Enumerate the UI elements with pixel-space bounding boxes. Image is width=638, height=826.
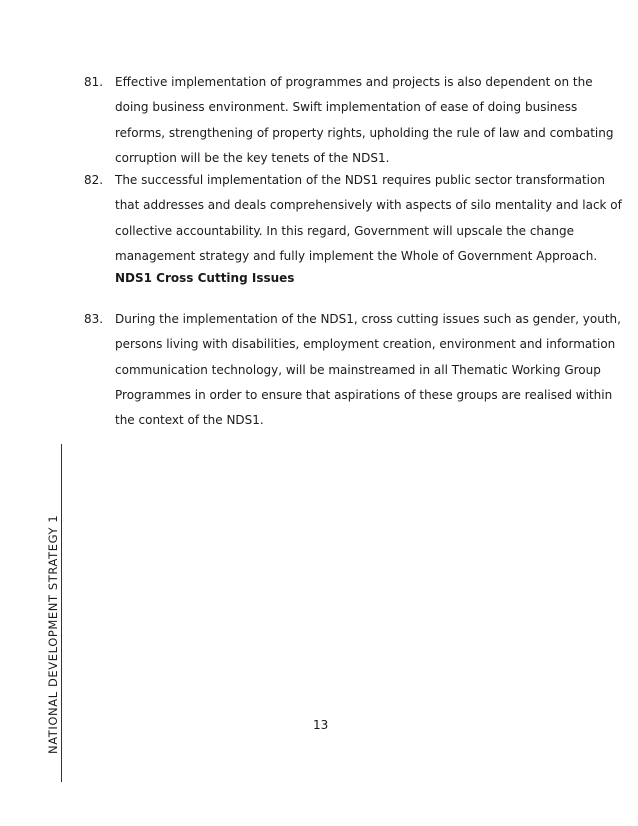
text-line: Effective implementation of programmes and projects is also dependent on the [115, 75, 593, 89]
paragraph-text [115, 70, 614, 171]
text-line: that addresses and deals comprehensively with aspects of silo mentality and lack of [115, 198, 622, 213]
text-line: doing business environment. Swift implementation of ease of doing business [115, 100, 578, 115]
text-line: communication technology, will be mainstreamed in all Thematic Working Group [115, 362, 601, 377]
paragraph-number: 81. [84, 75, 104, 89]
paragraph-text [115, 307, 621, 433]
text-line: management strategy and fully implement the Whole of Government Approach. [115, 248, 598, 263]
paragraph-text [115, 168, 622, 269]
text-line: Programmes in order to ensure that aspirations of these groups are realised within [115, 387, 613, 402]
text-line: The successful implementation of the NDS1 requires public sector transformation [115, 173, 605, 187]
text-line: corruption will be the key tenets of the NDS1. [115, 150, 390, 165]
side-divider [61, 444, 62, 782]
section-heading: NDS1 Cross Cutting Issues [115, 271, 295, 285]
text-line: reforms, strengthening of property rights, upholding the rule of law and combating [115, 125, 614, 140]
text-line: During the implementation of the NDS1, cross cutting issues such as gender, youth, [115, 312, 621, 326]
text-line: persons living with disabilities, employment creation, environment and information [115, 337, 616, 352]
paragraph-number: 83. [84, 312, 104, 326]
side-label: NATIONAL DEVELOPMENT STRATEGY 1 [46, 514, 60, 754]
text-line: the context of the NDS1. [115, 413, 264, 428]
page-number: 13 [313, 718, 329, 732]
paragraph-number: 82. [84, 173, 104, 187]
text-line: collective accountability. In this regard, Government will upscale the change [115, 223, 574, 238]
